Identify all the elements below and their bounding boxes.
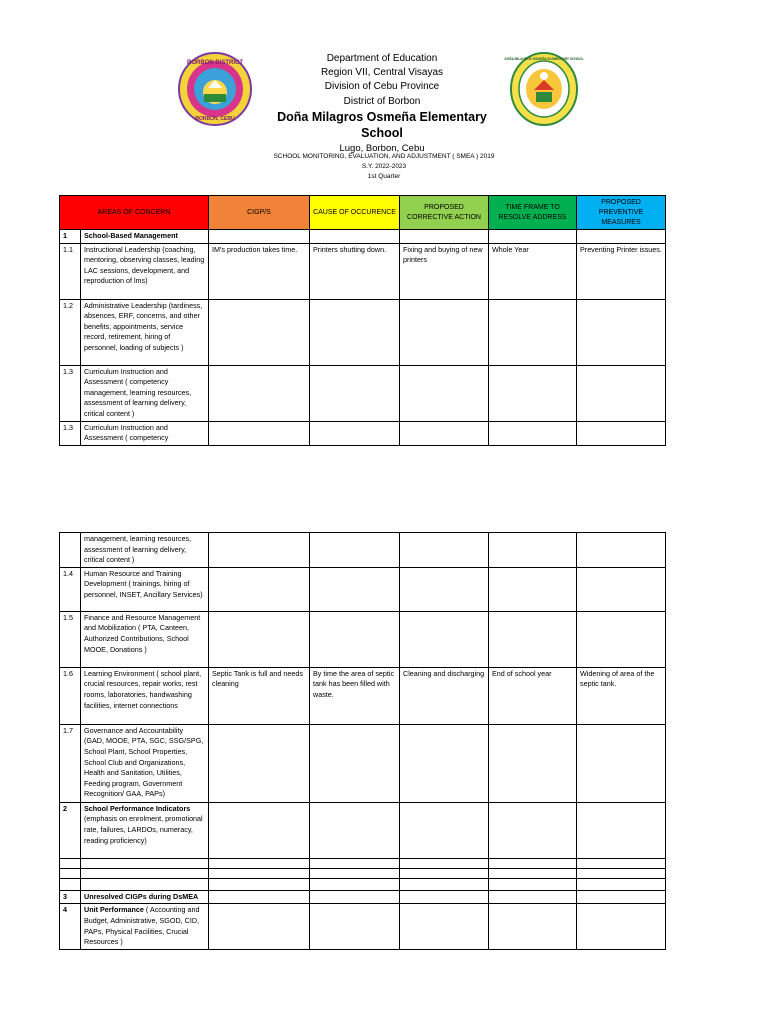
- area-of-concern-cell: Learning Environment ( school plant, crucial resources, repair works, rest rooms, laboratories, handwashing facilities, internet connections: [81, 667, 209, 724]
- preventive-measure-cell: [577, 858, 666, 868]
- cause-cell: By time the area of septic tank has been filled with waste.: [310, 667, 400, 724]
- col-header-preventive: PROPOSED PREVENTIVE MEASURES: [577, 196, 666, 230]
- row-number-cell: 2: [60, 802, 81, 858]
- cigps-cell: [209, 802, 310, 858]
- table-row: [60, 890, 666, 904]
- cause-cell: [310, 724, 400, 802]
- cigps-cell: [209, 567, 310, 611]
- header-line-division: Division of Cebu Province: [324, 81, 440, 93]
- table-row: [60, 533, 666, 568]
- preventive-measure-cell: [577, 802, 666, 858]
- school-name: Doña Milagros Osmeña Elementary School: [277, 109, 487, 140]
- area-of-concern-cell: [81, 878, 209, 890]
- area-of-concern-cell: Curriculum Instruction and Assessment ( competency: [81, 421, 209, 445]
- table-row: [60, 724, 666, 802]
- preventive-measure-cell: Preventing Printer issues.: [577, 243, 666, 299]
- table-row: [60, 365, 666, 421]
- table-row: [60, 611, 666, 667]
- cigps-cell: Septic Tank is full and needs cleaning: [209, 667, 310, 724]
- preventive-measure-cell: [577, 868, 666, 878]
- area-details: (emphasis on enrolment, promotional rate, failures, LARDOs, numeracy, reading proficiency): [84, 814, 203, 845]
- table-row: [60, 243, 666, 299]
- table-row: [60, 858, 666, 868]
- borbon-district-seal-icon: [178, 52, 252, 126]
- area-of-concern-cell: [81, 802, 209, 858]
- time-frame-cell: [489, 890, 577, 904]
- corrective-action-cell: [400, 567, 489, 611]
- table-row: [60, 421, 666, 445]
- preventive-measure-cell: [577, 724, 666, 802]
- col-header-cause: CAUSE OF OCCURENCE: [310, 196, 400, 230]
- header-line-deped: Department of Education: [326, 53, 438, 64]
- report-title: SCHOOL MONITORING, EVALUATION, AND ADJUSTMENT ( SMEA ) 2019: [273, 153, 495, 160]
- preventive-measure-cell: [577, 533, 666, 568]
- smea-table-page-1: [59, 195, 666, 446]
- area-of-concern-cell: Administrative Leadership (tardiness, absences, ERF, concerns, and other benefits, appointments, service record, retirement, hiring of personnel, loading of subjects ): [81, 299, 209, 365]
- cause-cell: [310, 890, 400, 904]
- time-frame-cell: [489, 858, 577, 868]
- corrective-action-cell: [400, 365, 489, 421]
- cause-cell: Printers shutting down.: [310, 243, 400, 299]
- corrective-action-cell: [400, 611, 489, 667]
- time-frame-cell: [489, 878, 577, 890]
- time-frame-cell: [489, 611, 577, 667]
- row-number-cell: 1: [60, 230, 81, 244]
- cause-cell: [310, 802, 400, 858]
- area-heading: Unresolved CIGPs during DsMEA: [84, 891, 199, 901]
- preventive-measure-cell: [577, 611, 666, 667]
- row-number-cell: [60, 858, 81, 868]
- left-logo-text-bottom: BORBON, CEBU: [195, 116, 235, 122]
- cause-cell: [310, 230, 400, 244]
- cause-cell: [310, 868, 400, 878]
- area-heading: School Performance Indicators: [84, 803, 191, 813]
- preventive-measure-cell: [577, 567, 666, 611]
- table-row: [60, 567, 666, 611]
- area-of-concern-cell: Human Resource and Training Development ( trainings, hiring of personnel, INSET, Ancillary Services): [81, 567, 209, 611]
- letterhead: [0, 46, 768, 154]
- smea-table-page-2: [59, 532, 666, 950]
- cause-cell: [310, 533, 400, 568]
- area-of-concern-cell: Curriculum Instruction and Assessment ( competency management, learning resources, assessment of learning delivery, critical content ): [81, 365, 209, 421]
- area-of-concern-cell: [81, 904, 209, 950]
- cigps-cell: [209, 858, 310, 868]
- time-frame-cell: [489, 421, 577, 445]
- preventive-measure-cell: Widening of area of the septic tank.: [577, 667, 666, 724]
- left-logo-text: BORBON DISTRICT: [187, 60, 243, 66]
- preventive-measure-cell: [577, 421, 666, 445]
- corrective-action-cell: [400, 868, 489, 878]
- preventive-measure-cell: [577, 365, 666, 421]
- area-of-concern-cell: School-Based Management: [81, 230, 209, 244]
- cigps-cell: [209, 230, 310, 244]
- cigps-cell: [209, 724, 310, 802]
- area-of-concern-cell: [81, 890, 209, 904]
- area-details: ( Accounting and Budget, Administrative, SGOD, CID, PAPs, Physical Facilities, Crucial Resources ): [84, 905, 200, 947]
- corrective-action-cell: [400, 299, 489, 365]
- cigps-cell: [209, 904, 310, 950]
- cigps-cell: IM's production takes time.: [209, 243, 310, 299]
- cause-cell: [310, 567, 400, 611]
- preventive-measure-cell: [577, 299, 666, 365]
- header-line-district: District of Borbon: [343, 95, 421, 107]
- row-number-cell: 3: [60, 890, 81, 904]
- table-row: [60, 802, 666, 858]
- cause-cell: [310, 904, 400, 950]
- row-number-cell: 1.1: [60, 243, 81, 299]
- row-number-cell: 1.3: [60, 421, 81, 445]
- area-of-concern-cell: management, learning resources, assessment of learning delivery, critical content ): [81, 533, 209, 568]
- table-row: [60, 667, 666, 724]
- row-number-cell: 1.2: [60, 299, 81, 365]
- time-frame-cell: [489, 533, 577, 568]
- row-number-cell: 1.6: [60, 667, 81, 724]
- time-frame-cell: [489, 230, 577, 244]
- area-of-concern-cell: [81, 868, 209, 878]
- cigps-cell: [209, 299, 310, 365]
- corrective-action-cell: [400, 878, 489, 890]
- row-number-cell: 4: [60, 904, 81, 950]
- time-frame-cell: End of school year: [489, 667, 577, 724]
- time-frame-cell: [489, 365, 577, 421]
- table-row: [60, 868, 666, 878]
- corrective-action-cell: Cleaning and discharging: [400, 667, 489, 724]
- row-number-cell: 1.3: [60, 365, 81, 421]
- table-row: [60, 878, 666, 890]
- col-header-areas: AREAS OF CONCERN: [60, 196, 209, 230]
- cause-cell: [310, 878, 400, 890]
- school-year: S.Y. 2022-2023: [361, 163, 407, 170]
- cigps-cell: [209, 890, 310, 904]
- corrective-action-cell: [400, 890, 489, 904]
- row-number-cell: [60, 868, 81, 878]
- corrective-action-cell: [400, 533, 489, 568]
- cause-cell: [310, 421, 400, 445]
- corrective-action-cell: [400, 904, 489, 950]
- cause-cell: [310, 858, 400, 868]
- school-address: Lugo, Borbon, Cebu: [339, 142, 425, 154]
- time-frame-cell: [489, 299, 577, 365]
- time-frame-cell: [489, 567, 577, 611]
- area-of-concern-cell: Finance and Resource Management and Mobilization ( PTA, Canteen, Authorized Contributions, School MOOE, Donations ): [81, 611, 209, 667]
- corrective-action-cell: [400, 230, 489, 244]
- corrective-action-cell: [400, 724, 489, 802]
- col-header-cigps: CIGP/S: [209, 196, 310, 230]
- preventive-measure-cell: [577, 890, 666, 904]
- letterhead-text: [260, 52, 504, 156]
- preventive-measure-cell: [577, 878, 666, 890]
- school-seal-icon: [504, 52, 584, 126]
- table-header-row: [60, 196, 666, 230]
- row-number-cell: [60, 878, 81, 890]
- table-row: [60, 299, 666, 365]
- corrective-action-cell: [400, 802, 489, 858]
- time-frame-cell: [489, 724, 577, 802]
- row-number-cell: 1.5: [60, 611, 81, 667]
- cigps-cell: [209, 611, 310, 667]
- table-row: [60, 904, 666, 950]
- cigps-cell: [209, 365, 310, 421]
- corrective-action-cell: Fixing and buying of new printers: [400, 243, 489, 299]
- area-of-concern-cell: Instructional Leadership (coaching, mentoring, observing classes, leading LAC sessions, development, and reproduction of lms): [81, 243, 209, 299]
- area-of-concern-cell: Governance and Accountability (GAD, MOOE, PTA, SGC, SSG/SPG, School Plant, School Properties, School Club and Organizations, Health and Sanitation, Utilities, Feeding program, Government Recognition/ GAA, PAPs): [81, 724, 209, 802]
- cause-cell: [310, 365, 400, 421]
- report-subtitle: [0, 152, 768, 182]
- header-line-region: Region VII, Central Visayas: [320, 67, 444, 79]
- time-frame-cell: [489, 802, 577, 858]
- cigps-cell: [209, 868, 310, 878]
- cause-cell: [310, 611, 400, 667]
- col-header-timeframe: TIME FRAME TO RESOLVE ADDRESS: [489, 196, 577, 230]
- table-row: [60, 230, 666, 244]
- time-frame-cell: [489, 904, 577, 950]
- preventive-measure-cell: [577, 904, 666, 950]
- corrective-action-cell: [400, 421, 489, 445]
- cigps-cell: [209, 421, 310, 445]
- cigps-cell: [209, 533, 310, 568]
- right-logo-text: DOÑA MILAGROS OSMEÑA ELEMENTARY SCHOOL: [504, 57, 584, 61]
- preventive-measure-cell: [577, 230, 666, 244]
- cigps-cell: [209, 878, 310, 890]
- corrective-action-cell: [400, 858, 489, 868]
- area-of-concern-cell: [81, 858, 209, 868]
- col-header-corrective: PROPOSED CORRECTIVE ACTION: [400, 196, 489, 230]
- row-number-cell: 1.4: [60, 567, 81, 611]
- row-number-cell: [60, 533, 81, 568]
- area-heading: Unit Performance: [84, 905, 144, 915]
- cause-cell: [310, 299, 400, 365]
- row-number-cell: 1.7: [60, 724, 81, 802]
- quarter: 1st Quarter: [367, 173, 401, 180]
- time-frame-cell: Whole Year: [489, 243, 577, 299]
- time-frame-cell: [489, 868, 577, 878]
